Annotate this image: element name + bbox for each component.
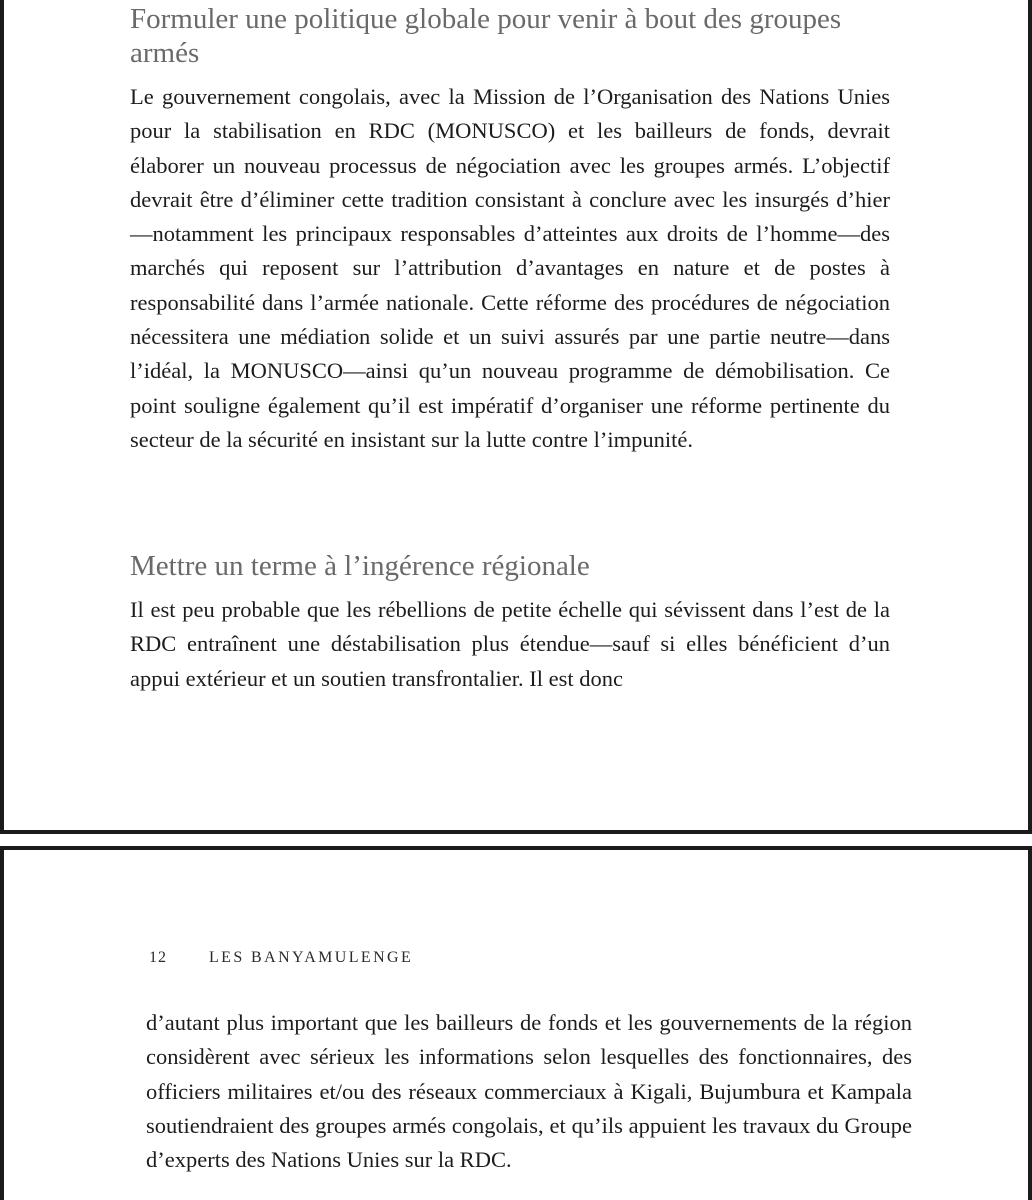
- body-paragraph-armed-groups: Le gouvernement congolais, avec la Mission de l’Organisation des Nations Unies pour la stabilisation en RDC (MONUSCO) et les bailleurs de fonds, devrait élaborer un nouveau processus de négociation avec les groupes armés. L’objectif devrait être d’éliminer cette tradition consistant à conclure avec les insurgés d’hier—notamment les principaux responsables d’atteintes aux droits de l’homme—des marchés qui reposent sur l’attribution d’avantages en nature et de postes à responsabilité dans l’armée nationale. Cette réforme des procédures de négociation nécessitera une médiation solide et un suivi assurés par une partie neutre—dans l’idéal, la MONUSCO—ainsi qu’un nouveau programme de démobilisation. Ce point souligne également qu’il est impératif d’organiser une réforme pertinente du secteur de la sécurité en insistant sur la lutte contre l’impunité.: [130, 84, 890, 452]
- page-number: 12: [149, 949, 167, 966]
- body-paragraph-regional-interference: Il est peu probable que les rébellions de petite échelle qui sévissent dans l’est de la RDC entraînent une déstabilisation plus étendue—sauf si elles bénéficient d’un appui extérieur et un soutien transfrontalier. Il est donc: [130, 597, 890, 691]
- section-heading-regional-interference: Mettre un terme à l’ingérence régionale: [130, 550, 590, 582]
- section-heading-armed-groups: Formuler une politique globale pour venir à bout des groupes armés: [130, 3, 842, 69]
- page-separator: [0, 834, 1032, 846]
- running-title: LES BANYAMULENGE: [209, 949, 414, 966]
- body-paragraph-continued: d’autant plus important que les bailleurs de fonds et les gouvernements de la région considèrent avec sérieux les informations selon lesquelles des fonctionnaires, des officiers militaires et/ou des réseaux commerciaux à Kigali, Bujumbura et Kampala soutiendraient des groupes armés congolais, et qu’ils appuient les travaux du Groupe d’experts des Nations Unies sur la RDC.: [146, 1010, 912, 1173]
- running-header: [149, 948, 413, 968]
- document-page-bottom: [0, 846, 1032, 1200]
